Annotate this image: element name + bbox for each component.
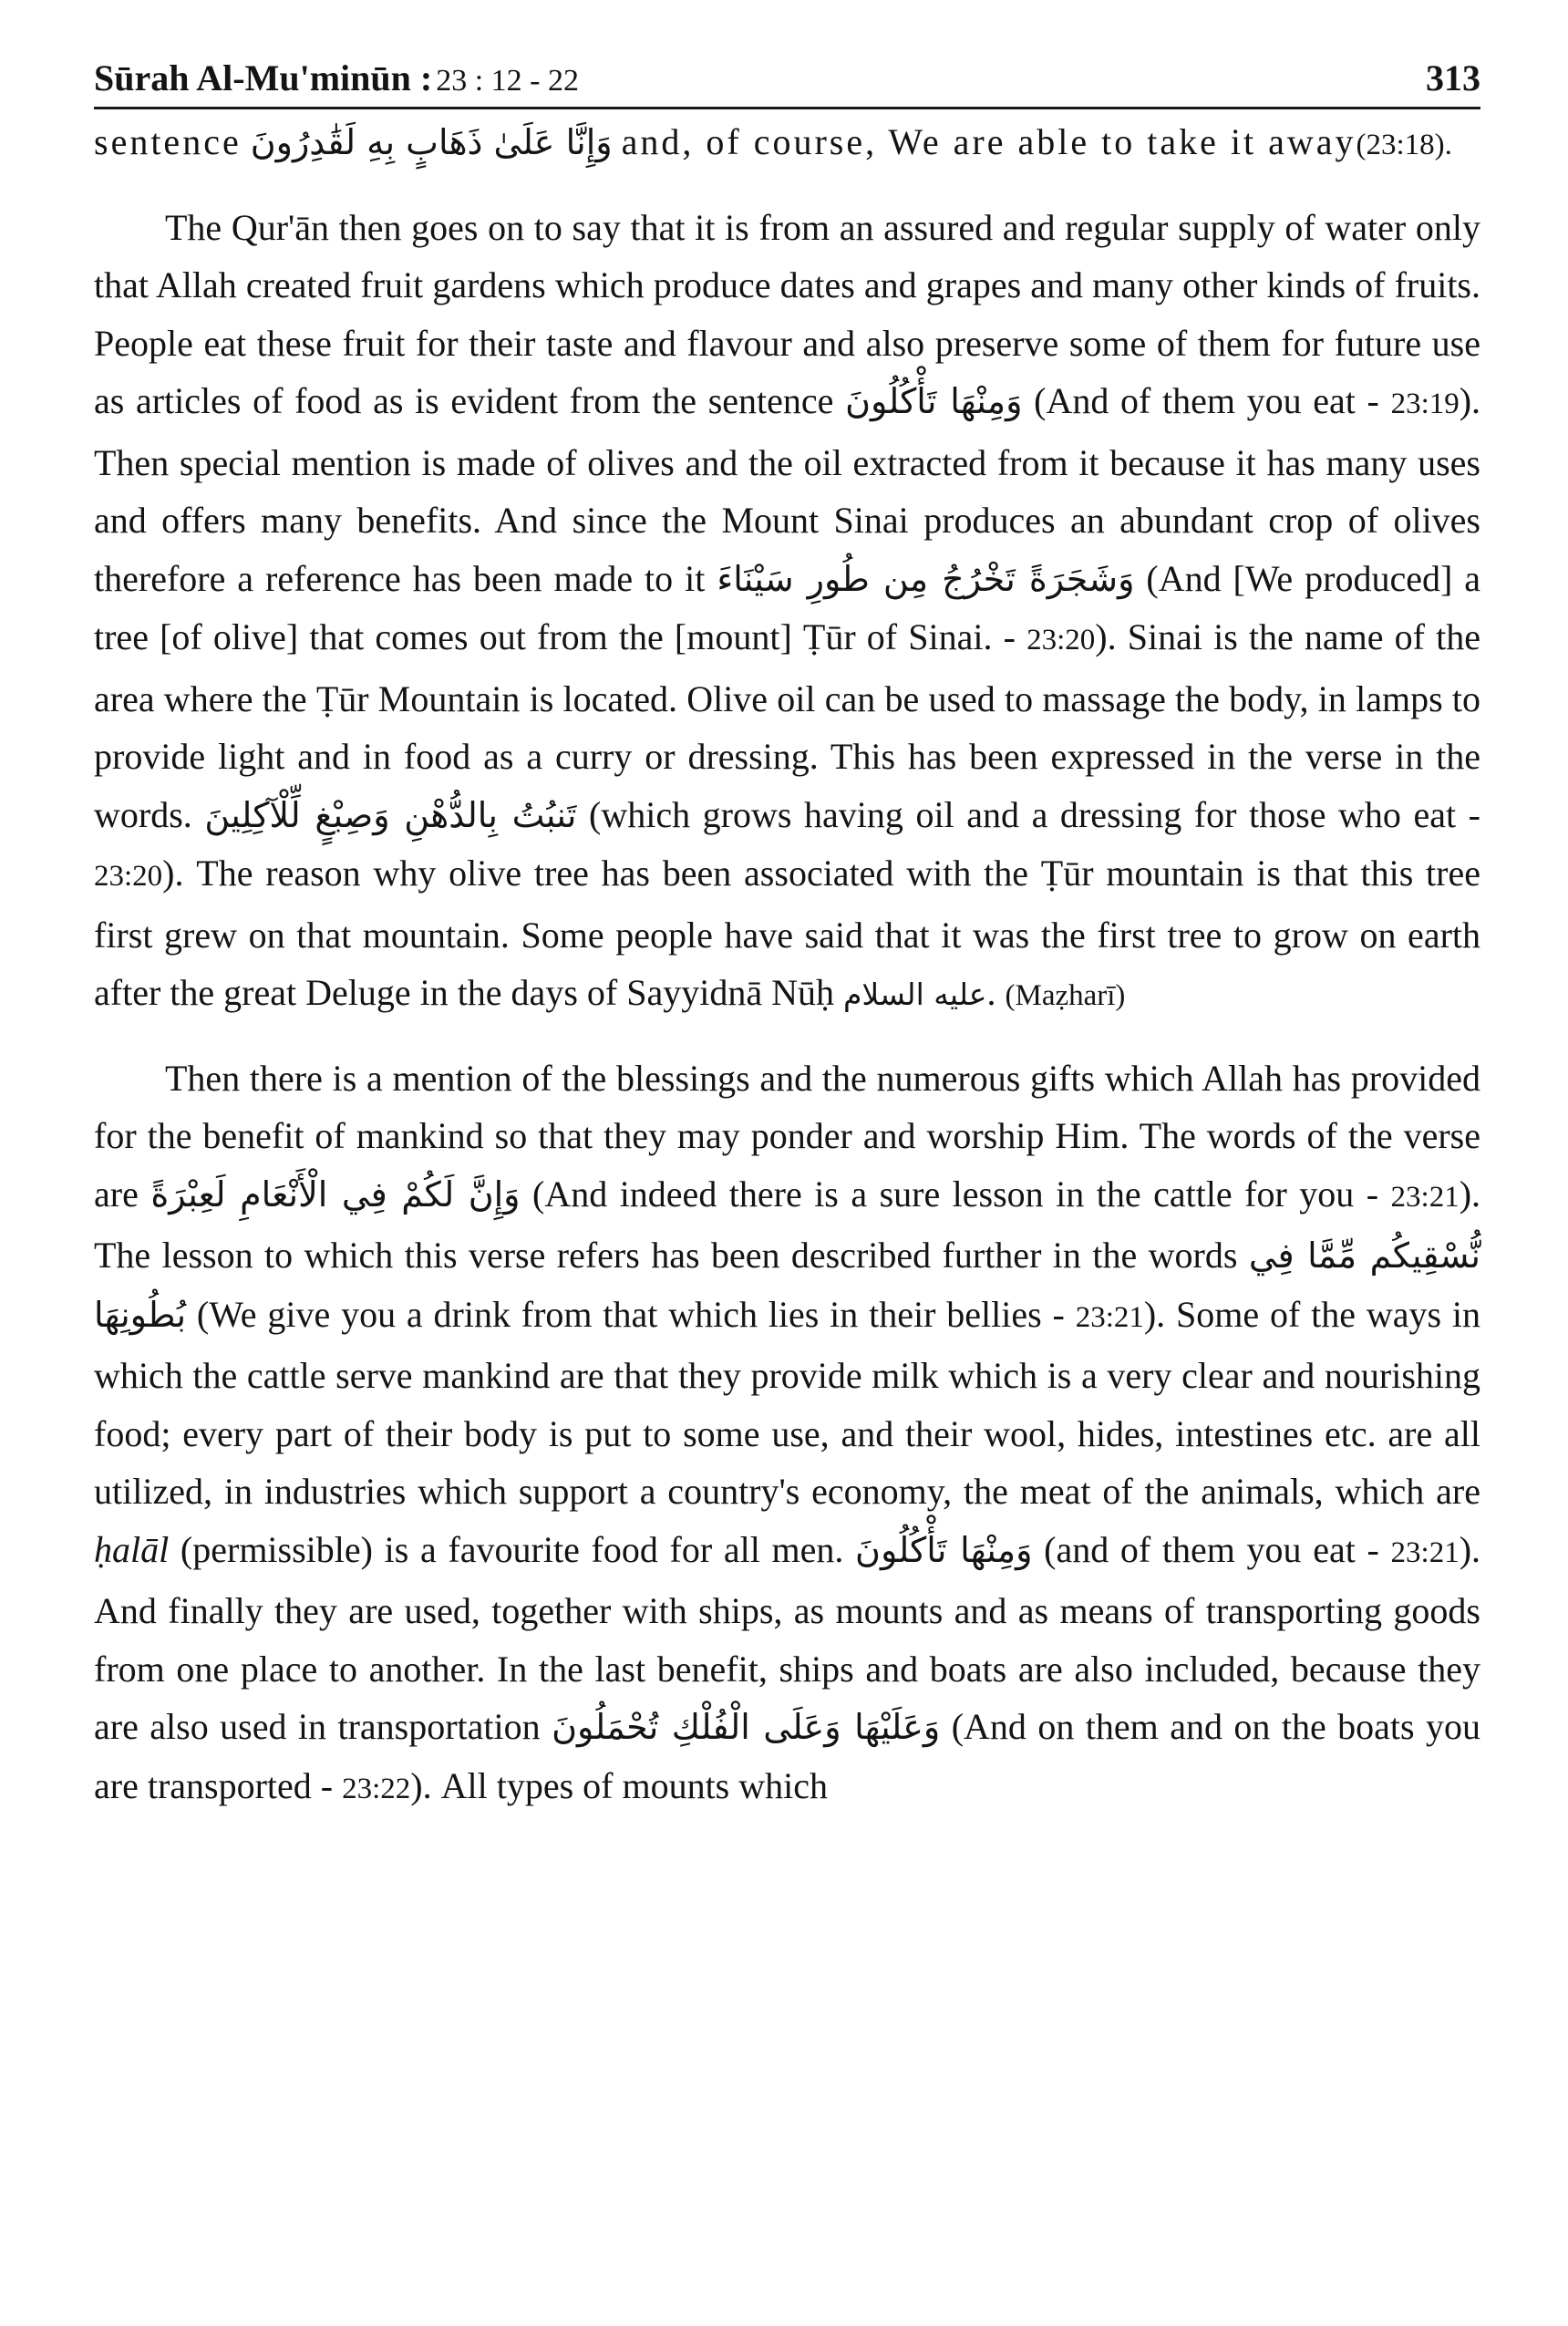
text: (And on them and on the boats you are transported - bbox=[94, 1706, 1481, 1806]
text: ). Sinai is the name of the area where the Ṭūr Mountain is located. Olive oil can be used to massage the body, in lamps to provide light and in food as a curry or dressing. This has been expressed in the verse in the words. bbox=[94, 616, 1481, 835]
surah-name: Sūrah Al-Mu'minūn : bbox=[94, 57, 433, 98]
text: ). The reason why olive tree has been associated with the Ṭūr mountain is that this tree first grew on that mountain. Some people have said that it was the first tree to grow on earth after the great Deluge in the days of Sayyidnā Nūḥ bbox=[94, 853, 1480, 1013]
verse-reference: 23:21 bbox=[1390, 1535, 1460, 1569]
arabic-quote: تَنبُتُ بِالدُّهْنِ وَصِبْغٍ لِّلْآكِلِينَ bbox=[204, 794, 577, 835]
text: Then there is a mention of the blessings and the numerous gifts which Allah has provided for the benefit of mankind so that they may ponder and worship Him. The words of the verse are bbox=[94, 1057, 1480, 1215]
arabic-salutation: عليه السلام bbox=[842, 977, 987, 1012]
arabic-quote: وَإِنَّا عَلَىٰ ذَهَابٍ بِهِ لَقَٰدِرُونَ bbox=[250, 122, 613, 162]
verse-reference: 23:21 bbox=[1390, 1180, 1460, 1214]
text: ). And finally they are used, together with ships, as mounts and as means of transporting goods from one place to another. In the last benefit, ships and boats are also included, because they are also used in transportation bbox=[94, 1528, 1481, 1747]
verse-range: 23 : 12 - 22 bbox=[436, 64, 579, 98]
verse-reference: 23:20 bbox=[94, 860, 163, 893]
text: (And indeed there is a sure lesson in the cattle for you - bbox=[532, 1173, 1379, 1215]
verse-reference: 23:20 bbox=[1026, 624, 1096, 656]
arabic-quote: وَمِنْهَا تَأْكُلُونَ bbox=[855, 1529, 1033, 1570]
paragraph-3 bbox=[94, 1049, 1480, 1819]
text: (which grows having oil and a dressing for those who eat - bbox=[589, 793, 1480, 835]
verse-reference: 23:21 bbox=[1075, 1300, 1144, 1334]
arabic-quote: وَشَجَرَةً تَخْرُجُ مِن طُورِ سَيْنَاءَ bbox=[717, 558, 1135, 599]
text: (And of them you eat - bbox=[1034, 380, 1379, 421]
text: sentence bbox=[94, 121, 242, 162]
text: ). Then special mention is made of olives and the oil extracted from it because it has many uses and offers many benefits. And since the Mount Sinai produces an abundant crop of olives therefore a reference has been made to it bbox=[94, 380, 1481, 599]
text: The Qur'ān then goes on to say that it is from an assured and regular supply of water only that Allah created fruit gardens which produce dates and grapes and many other kinds of fruits. People eat these fruit for their taste and flavour and also preserve some of them for future use as articles of food as is evident from the sentence bbox=[94, 206, 1480, 421]
text: (and of them you eat - bbox=[1044, 1528, 1379, 1570]
arabic-quote: وَمِنْهَا تَأْكُلُونَ bbox=[845, 381, 1023, 421]
arabic-quote: وَعَلَيْهَا وَعَلَى الْفُلْكِ تُحْمَلُونَ bbox=[552, 1707, 941, 1747]
text: (permissible) is a favourite food for all men. bbox=[180, 1528, 844, 1570]
header-title bbox=[94, 57, 579, 99]
verse-reference: (23:18). bbox=[1356, 129, 1452, 161]
page bbox=[94, 57, 1480, 1818]
verse-reference: 23:19 bbox=[1390, 388, 1460, 420]
text: ). All types of mounts which bbox=[410, 1764, 828, 1806]
text: . bbox=[986, 972, 996, 1013]
source-citation: (Maẓharī) bbox=[1005, 979, 1126, 1012]
paragraph-2 bbox=[94, 199, 1480, 1026]
arabic-quote: نُّسْقِيكُم مِّمَّا فِي بُطُونِهَا bbox=[94, 1235, 1481, 1335]
running-header bbox=[94, 57, 1480, 109]
text: ). The lesson to which this verse refers has been described further in the words bbox=[94, 1173, 1481, 1276]
text: and, of course, We are able to take it away bbox=[621, 121, 1357, 162]
verse-reference: 23:22 bbox=[342, 1772, 411, 1805]
paragraph-1 bbox=[94, 113, 1480, 175]
page-number: 313 bbox=[1426, 57, 1480, 98]
text: (And [We produced] a tree [of olive] that comes out from the [mount] Ṭūr of Sinai. - bbox=[94, 557, 1481, 657]
text: (We give you a drink from that which lies in their bellies - bbox=[196, 1293, 1065, 1335]
italic-term: ḥalāl bbox=[94, 1528, 170, 1570]
text: ). Some of the ways in which the cattle serve mankind are that they provide milk which is a very clear and nourishing food; every part of their body is put to some use, and their wool, hides, intestines etc. are all utilized, in industries which support a country's economy, the meat of the animals, which are bbox=[94, 1293, 1480, 1512]
arabic-quote: وَإِنَّ لَكُمْ فِي الْأَنْعَامِ لَعِبْرَةً bbox=[150, 1173, 521, 1215]
